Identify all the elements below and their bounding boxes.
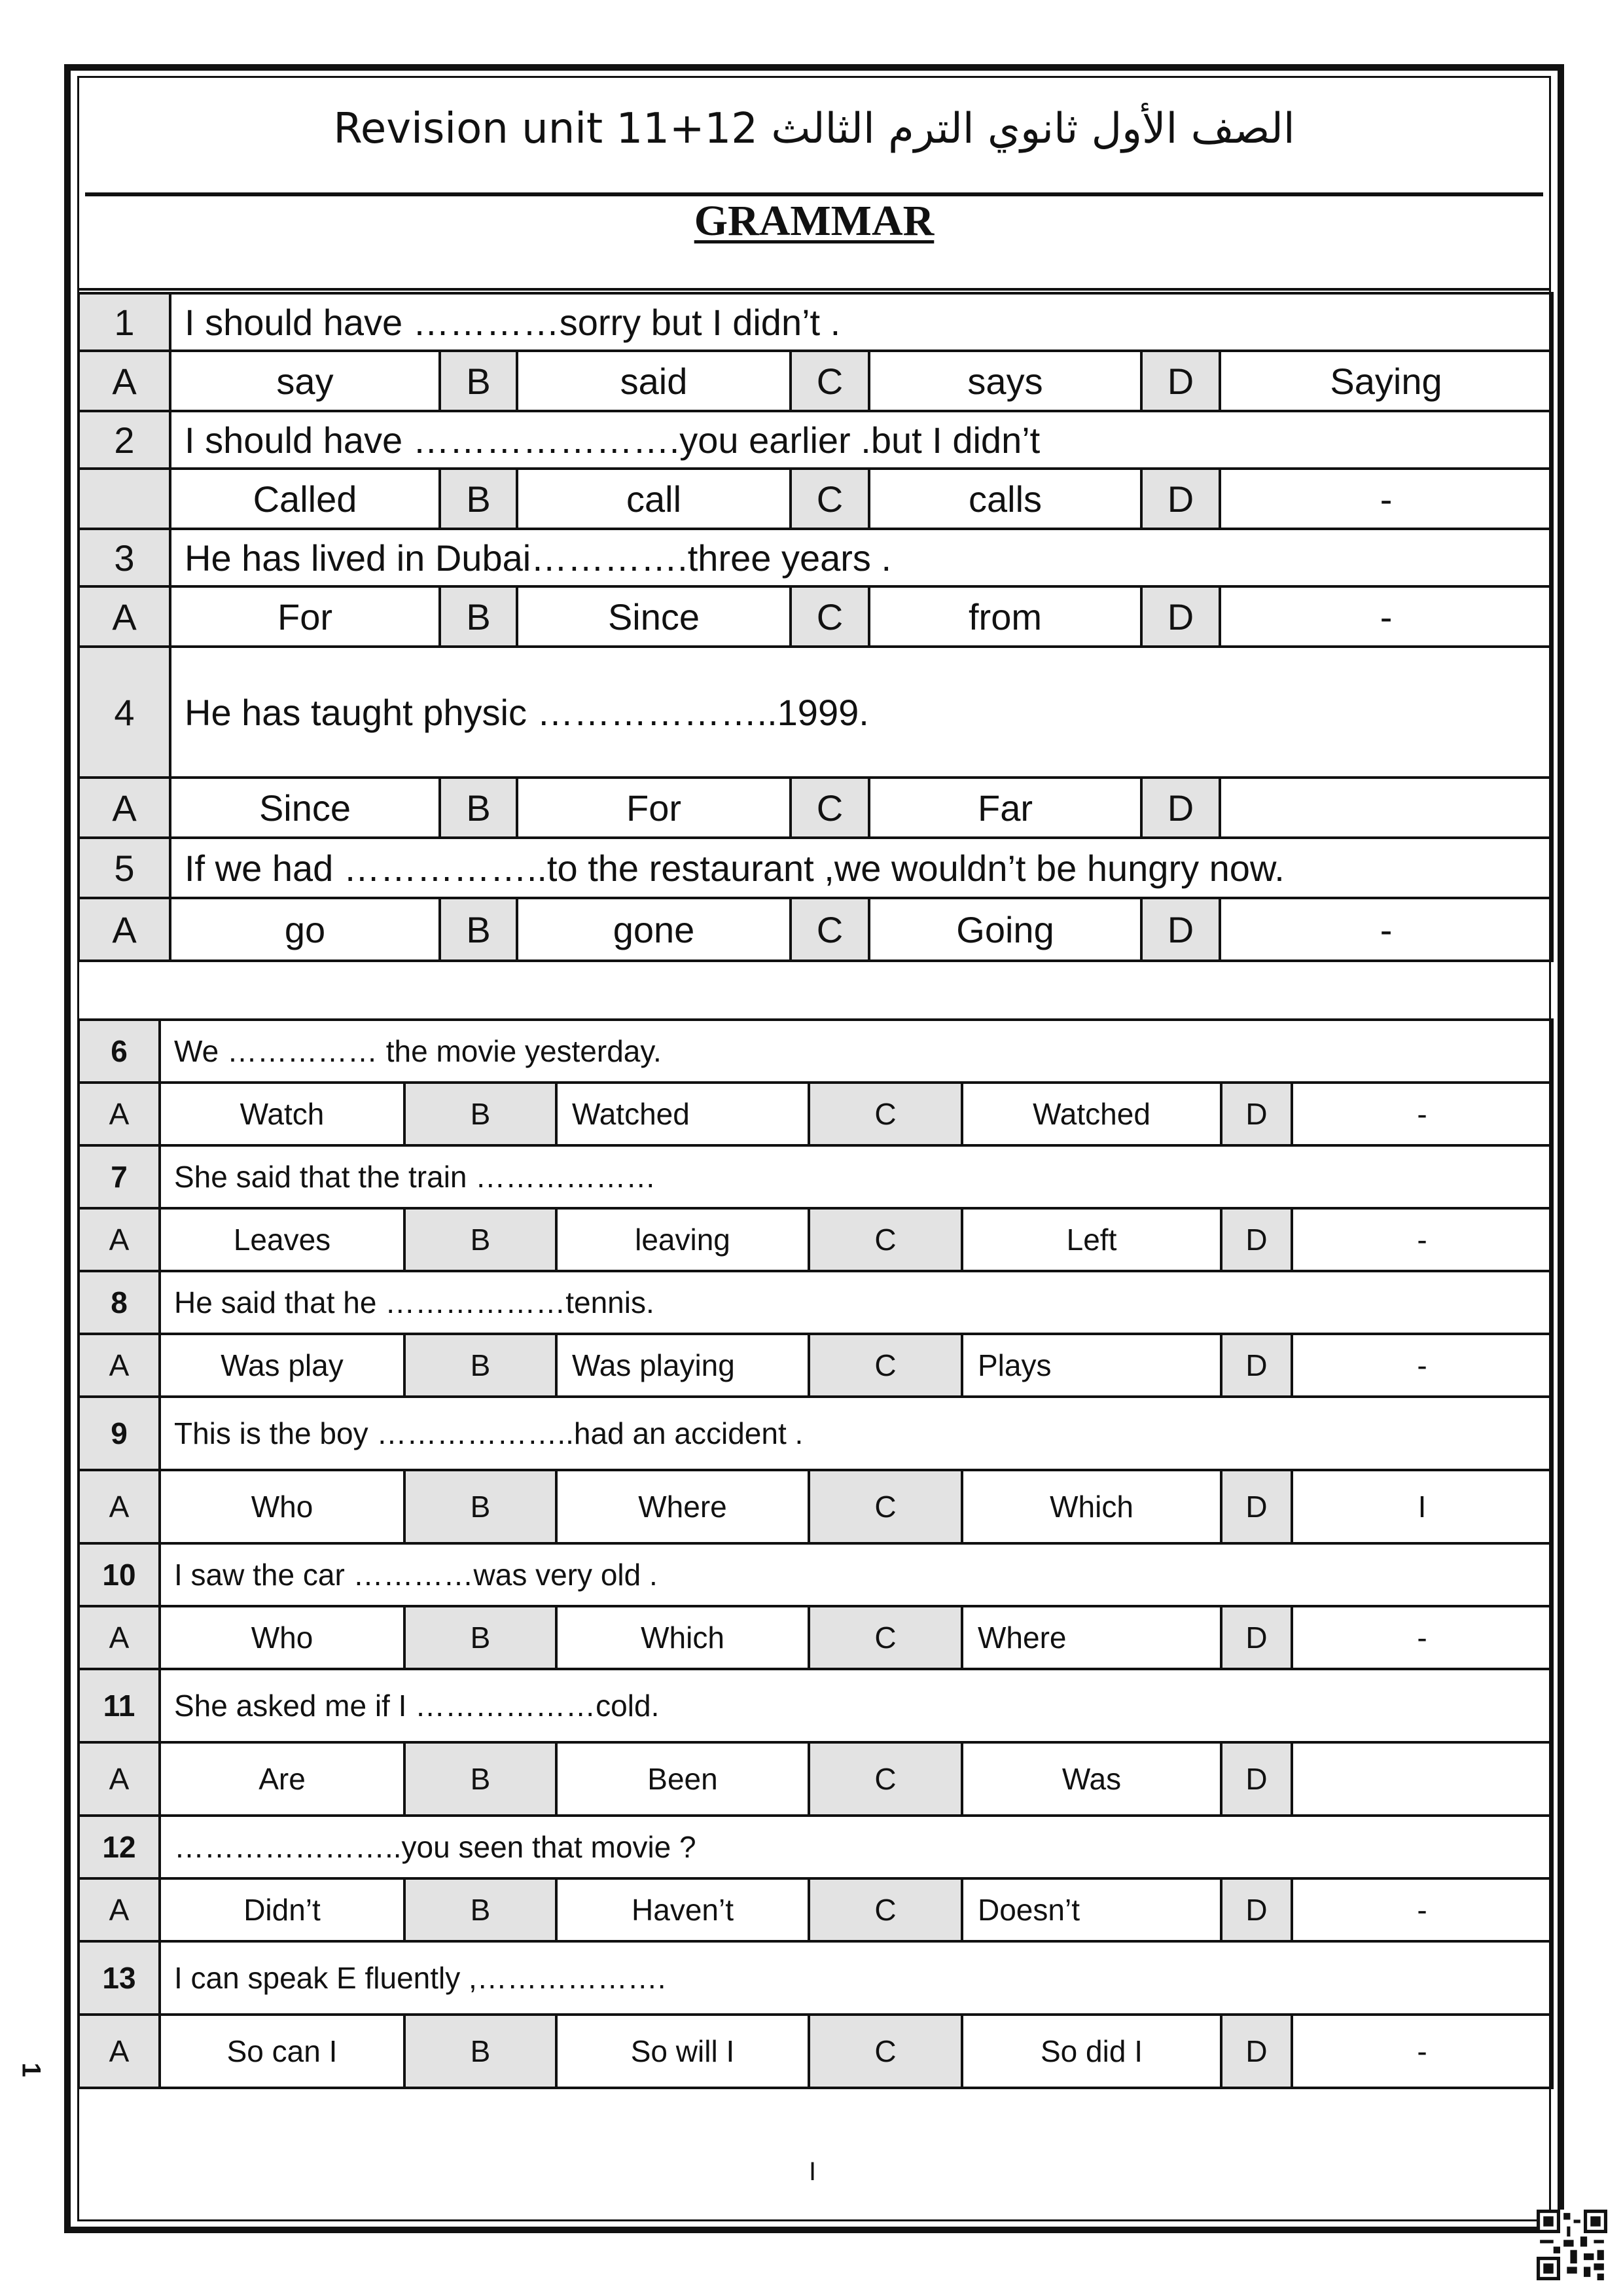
option-letter-b: B [404, 1742, 556, 1816]
question-stem: I can speak E fluently ,………………. [160, 1941, 1552, 2015]
option-letter-c: C [809, 1334, 962, 1397]
option-letter-c: C [809, 1470, 962, 1543]
option-letter-b: B [440, 778, 517, 838]
option-a: Called [170, 469, 440, 529]
question-number: 12 [79, 1816, 160, 1878]
heading-divider [77, 288, 1551, 291]
option-letter-a: A [79, 586, 170, 647]
option-c: Which [962, 1470, 1221, 1543]
option-c: Was [962, 1742, 1221, 1816]
question-number: 10 [79, 1543, 160, 1606]
option-d: - [1220, 469, 1552, 529]
option-d: - [1292, 1083, 1552, 1145]
question-number: 13 [79, 1941, 160, 2015]
option-b: Was playing [556, 1334, 809, 1397]
option-letter-d: D [1221, 2015, 1292, 2088]
option-a: say [170, 351, 440, 411]
option-letter-d: D [1221, 1334, 1292, 1397]
option-letter-b: B [440, 351, 517, 411]
option-c: Going [869, 898, 1141, 961]
option-letter-b: B [404, 1334, 556, 1397]
question-number: 9 [79, 1397, 160, 1470]
option-d: - [1292, 1334, 1552, 1397]
question-number: 7 [79, 1145, 160, 1208]
question-stem: …………………..you seen that movie ? [160, 1816, 1552, 1878]
option-letter-d: D [1221, 1470, 1292, 1543]
question-number: 3 [79, 529, 170, 586]
option-letter-a: A [79, 898, 170, 961]
option-b: Which [556, 1606, 809, 1669]
option-letter-d: D [1221, 1606, 1292, 1669]
option-letter-c: C [809, 1606, 962, 1669]
question-stem: I should have ………………….you earlier .but I didn’t [170, 411, 1552, 469]
question-stem: If we had ……………..to the restaurant ,we wouldn’t be hungry now. [170, 838, 1552, 898]
option-a: Leaves [160, 1208, 404, 1271]
option-d [1220, 778, 1552, 838]
option-letter-a: A [79, 1334, 160, 1397]
option-c: So did I [962, 2015, 1221, 2088]
option-c: Watched [962, 1083, 1221, 1145]
option-letter-a: A [79, 351, 170, 411]
question-number: 5 [79, 838, 170, 898]
option-letter-a: A [79, 1208, 160, 1271]
option-b: call [517, 469, 791, 529]
option-c: calls [869, 469, 1141, 529]
question-stem: He has taught physic ………………..1999. [170, 647, 1552, 778]
option-b: leaving [556, 1208, 809, 1271]
option-letter-d: D [1221, 1083, 1292, 1145]
option-letter-c: C [791, 469, 869, 529]
option-b: Watched [556, 1083, 809, 1145]
question-stem: I should have …………sorry but I didn’t . [170, 293, 1552, 351]
option-a: Watch [160, 1083, 404, 1145]
option-a: For [170, 586, 440, 647]
option-letter-d: D [1141, 778, 1220, 838]
option-letter-b: B [404, 1878, 556, 1941]
option-letter-b: B [440, 586, 517, 647]
option-d: Saying [1220, 351, 1552, 411]
option-a: Who [160, 1606, 404, 1669]
option-c: Where [962, 1606, 1221, 1669]
option-letter-a: A [79, 2015, 160, 2088]
option-c: Doesn’t [962, 1878, 1221, 1941]
question-stem: She said that the train ……………… [160, 1145, 1552, 1208]
option-d: - [1292, 1878, 1552, 1941]
option-d: - [1292, 1606, 1552, 1669]
option-b: Haven’t [556, 1878, 809, 1941]
option-letter-a: A [79, 1878, 160, 1941]
option-d: I [1292, 1470, 1552, 1543]
option-letter-b: B [404, 1606, 556, 1669]
qr-code [1537, 2210, 1607, 2280]
question-number: 11 [79, 1669, 160, 1742]
option-letter-c: C [791, 586, 869, 647]
question-stem: She asked me if I ………………cold. [160, 1669, 1552, 1742]
option-a: So can I [160, 2015, 404, 2088]
option-d: - [1220, 898, 1552, 961]
option-letter-d: D [1221, 1742, 1292, 1816]
option-letter-d: D [1141, 469, 1220, 529]
question-number: 8 [79, 1271, 160, 1334]
option-letter-c: C [809, 1742, 962, 1816]
option-b: Where [556, 1470, 809, 1543]
option-letter-b: B [404, 1083, 556, 1145]
option-letter-c: C [809, 1878, 962, 1941]
option-letter-b: B [404, 1470, 556, 1543]
option-letter-c: C [809, 1083, 962, 1145]
questions-table-part1 [77, 292, 1554, 962]
option-letter-a: A [79, 1606, 160, 1669]
option-letter-a: A [79, 778, 170, 838]
option-letter-a [79, 469, 170, 529]
section-heading [77, 196, 1551, 246]
option-letter-c: C [791, 898, 869, 961]
option-c: from [869, 586, 1141, 647]
option-b: So will I [556, 2015, 809, 2088]
option-letter-c: C [809, 2015, 962, 2088]
question-number: 4 [79, 647, 170, 778]
option-a: go [170, 898, 440, 961]
option-letter-d: D [1141, 586, 1220, 647]
question-stem: He has lived in Dubai………….three years . [170, 529, 1552, 586]
option-c: Left [962, 1208, 1221, 1271]
option-letter-a: A [79, 1083, 160, 1145]
option-a: Was play [160, 1334, 404, 1397]
option-letter-a: A [79, 1470, 160, 1543]
option-a: Since [170, 778, 440, 838]
option-letter-d: D [1221, 1878, 1292, 1941]
option-c: says [869, 351, 1141, 411]
option-b: For [517, 778, 791, 838]
option-a: Didn’t [160, 1878, 404, 1941]
option-letter-b: B [440, 469, 517, 529]
option-d: - [1292, 1208, 1552, 1271]
option-letter-c: C [809, 1208, 962, 1271]
option-c: Plays [962, 1334, 1221, 1397]
worksheet-title: Revision unit 11+12 الصف الأول ثانوي الترم الثالث [333, 105, 1295, 153]
option-a: Are [160, 1742, 404, 1816]
option-letter-d: D [1141, 351, 1220, 411]
question-number: 2 [79, 411, 170, 469]
question-number: 1 [79, 293, 170, 351]
option-letter-b: B [440, 898, 517, 961]
question-stem: This is the boy ………………..had an accident . [160, 1397, 1552, 1470]
questions-table-part2 [77, 1018, 1554, 2089]
option-letter-b: B [404, 1208, 556, 1271]
option-letter-c: C [791, 351, 869, 411]
option-letter-a: A [79, 1742, 160, 1816]
option-c: Far [869, 778, 1141, 838]
option-b: said [517, 351, 791, 411]
option-a: Who [160, 1470, 404, 1543]
option-b: Been [556, 1742, 809, 1816]
option-letter-b: B [404, 2015, 556, 2088]
question-stem: He said that he ………………tennis. [160, 1271, 1552, 1334]
question-number: 6 [79, 1020, 160, 1083]
option-letter-c: C [791, 778, 869, 838]
option-b: Since [517, 586, 791, 647]
page-mark: I [809, 2157, 817, 2186]
section-heading-text: GRAMMAR [694, 197, 935, 245]
option-letter-d: D [1221, 1208, 1292, 1271]
question-stem: We …………… the movie yesterday. [160, 1020, 1552, 1083]
question-stem: I saw the car …………was very old . [160, 1543, 1552, 1606]
side-margin-mark: 1 [16, 2062, 46, 2077]
option-letter-d: D [1141, 898, 1220, 961]
option-d [1292, 1742, 1552, 1816]
option-d: - [1292, 2015, 1552, 2088]
option-d: - [1220, 586, 1552, 647]
option-b: gone [517, 898, 791, 961]
